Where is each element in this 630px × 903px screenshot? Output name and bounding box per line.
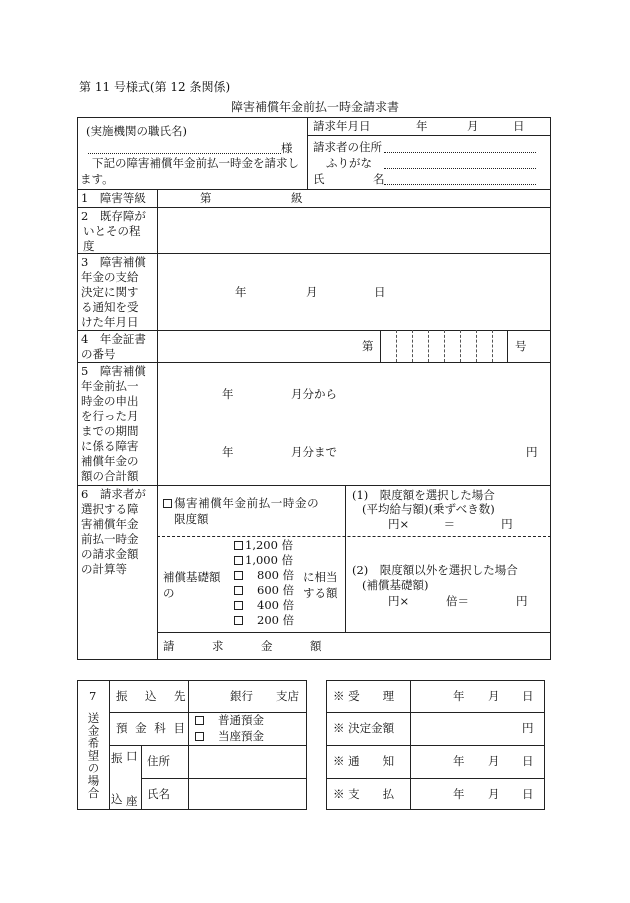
receipt-day: 日 [522, 689, 534, 703]
form-title: 障害補償年金前払一時金請求書 [231, 100, 400, 114]
row6-label: 6 請求者が 選択する障 害補償年金 前払一時金 の請求金額 の計算等 [81, 487, 146, 576]
deposit-type-label: 預 金 科 目 [116, 721, 187, 735]
row3-label: 3 障害補償 年金の支給 決定に関す る通知を受 けた年月日 [81, 255, 146, 329]
remit-section-label: 送金希望の場合 [86, 712, 101, 800]
mult-400-checkbox[interactable] [234, 601, 243, 610]
agency-name-line[interactable] [88, 153, 281, 154]
decision-yen: 円 [522, 721, 534, 735]
account-top: 振 [111, 751, 123, 765]
row1-label: 1 障害等級 [81, 191, 146, 205]
row3-month: 月 [306, 285, 318, 299]
name-line[interactable] [384, 184, 536, 185]
mult-600: 600 倍 [257, 583, 295, 597]
mult-800: 800 倍 [257, 568, 295, 582]
option1-title: (1) 限度額を選択した場合 [352, 488, 495, 502]
account-bottom-2: 座 [126, 794, 138, 808]
ordinary-deposit-checkbox[interactable] [195, 716, 204, 725]
option1-sub: (平均給与額)(乗ずべき数) [362, 502, 495, 516]
row1-kyu: 級 [291, 191, 303, 205]
office-decision-label: ※ 決定金額 [333, 721, 395, 735]
limit-text-1: 傷害補償年金前払一時金の [174, 496, 320, 510]
limit-amount-checkbox[interactable] [163, 499, 172, 508]
base-amount-label: 補償基礎額 [163, 570, 221, 584]
furigana-label: ふりがな [326, 156, 372, 170]
option2-times: 倍＝ [446, 594, 469, 608]
payment-year: 年 [453, 787, 465, 801]
request-day-label: 日 [513, 119, 525, 133]
request-month-label: 月 [467, 119, 479, 133]
name-shi: 氏 [313, 172, 325, 186]
request-year-label: 年 [416, 119, 428, 133]
request-text-2: ます。 [80, 172, 114, 186]
row4-dai: 第 [362, 339, 374, 353]
address-label: 請求者の住所 [313, 140, 382, 154]
office-receipt-label: ※ 受 理 [333, 689, 395, 703]
office-notice-label: ※ 通 知 [333, 754, 395, 768]
notice-month: 月 [488, 754, 500, 768]
furigana-line[interactable] [384, 168, 536, 169]
request-text-1: 下記の障害補償年金前払一時金を請求し [92, 156, 299, 170]
mult-400: 400 倍 [257, 598, 295, 612]
mult-200: 200 倍 [257, 613, 295, 627]
current-deposit-label: 当座預金 [218, 729, 264, 743]
equiv-text-1: に相当 [303, 570, 338, 584]
row5-label: 5 障害補償 年金前払一 時金の申出 を行った月 までの期間 に係る障害 補償年金の 額の合計額 [81, 364, 146, 483]
option1-formula: 円× ＝ 円 [388, 517, 513, 531]
payment-month: 月 [488, 787, 500, 801]
row5-year-from: 年 [222, 387, 234, 401]
current-deposit-checkbox[interactable] [195, 732, 204, 741]
mult-1000-checkbox[interactable] [234, 556, 243, 565]
form-number: 第 11 号様式(第 12 条関係) [79, 80, 231, 94]
claim-amount-label: 請 求 金 額 [163, 639, 335, 653]
row1-dai: 第 [200, 191, 212, 205]
row5-year-to: 年 [222, 445, 234, 459]
branch-label: 支店 [276, 689, 299, 703]
row4-label: 4 年金証書 の番号 [81, 332, 146, 361]
label-column-divider [157, 189, 158, 660]
certificate-number-field[interactable] [381, 331, 507, 361]
office-payment-label: ※ 支 払 [333, 787, 395, 801]
header-date-rule [307, 135, 551, 136]
option2-yen2: 円 [516, 594, 528, 608]
bank-label: 銀行 [230, 689, 253, 703]
remit-section-no: 7 [89, 689, 97, 703]
notice-day: 日 [522, 754, 534, 768]
account-bottom-1: 込 [111, 792, 123, 806]
name-mei: 名 [373, 172, 385, 186]
address-line[interactable] [384, 152, 536, 153]
mult-1000: 1,000 倍 [245, 553, 294, 567]
receipt-year: 年 [453, 689, 465, 703]
row5-to: 月分まで [291, 445, 337, 459]
row5-yen: 円 [526, 445, 538, 459]
mult-1200-checkbox[interactable] [234, 541, 243, 550]
mult-200-checkbox[interactable] [234, 616, 243, 625]
account-address-label: 住所 [147, 754, 170, 768]
agency-head-label: (実施機関の職氏名) [86, 124, 187, 138]
row3-day: 日 [374, 285, 386, 299]
mult-600-checkbox[interactable] [234, 586, 243, 595]
receipt-month: 月 [488, 689, 500, 703]
row4-go: 号 [515, 339, 527, 353]
account-mid: 口 [126, 749, 138, 763]
notice-year: 年 [453, 754, 465, 768]
sama-label: 様 [281, 141, 293, 155]
option2-sub: (補償基礎額) [362, 578, 429, 592]
request-date-label: 請求年月日 [313, 119, 371, 133]
ordinary-deposit-label: 普通預金 [218, 713, 264, 727]
transfer-to-label: 振 込 先 [116, 689, 189, 703]
mult-800-checkbox[interactable] [234, 571, 243, 580]
row2-label: 2 既存障が いとその程 度 [81, 209, 146, 253]
mult-1200: 1,200 倍 [245, 538, 294, 552]
payment-day: 日 [522, 787, 534, 801]
account-name-label: 氏名 [147, 787, 170, 801]
limit-text-2: 限度額 [174, 512, 209, 526]
equiv-text-2: する額 [303, 586, 338, 600]
header-divider [307, 117, 308, 189]
option2-yen: 円× [388, 594, 410, 608]
row3-year: 年 [235, 285, 247, 299]
base-amount-no: の [163, 586, 175, 600]
option2-title: (2) 限度額以外を選択した場合 [352, 563, 518, 577]
row5-from: 月分から [291, 387, 337, 401]
